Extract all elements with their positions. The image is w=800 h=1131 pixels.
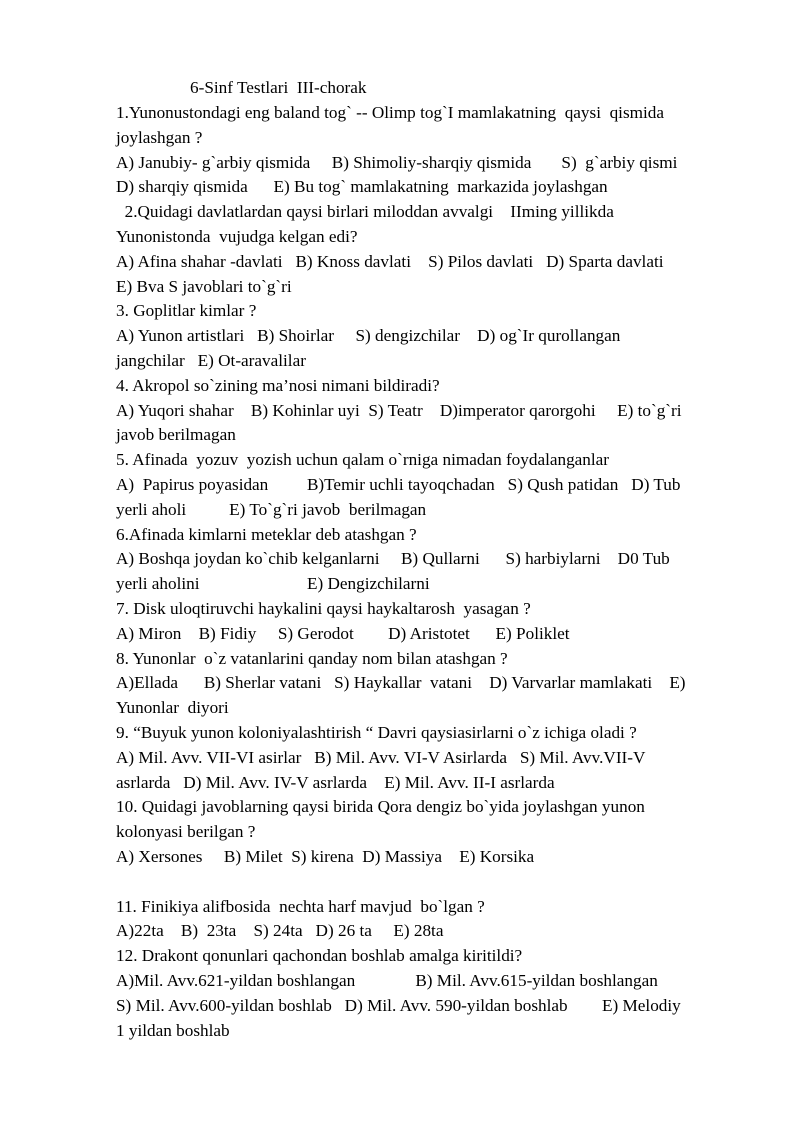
text-line: kolonyasi berilgan ? <box>116 822 256 842</box>
text-line: A) Papirus poyasidan B)Temir uchli tayoqchadan S) Qush patidan D) Tub <box>116 475 681 494</box>
text-line: A) Miron B) Fidiy S) Gerodot D) Aristotet E) Poliklet <box>116 623 570 643</box>
text-line: joylashgan ? <box>116 127 203 147</box>
text-line: A)Ellada B) Sherlar vatani S) Haykallar vatani D) Varvarlar mamlakati E) <box>116 673 686 693</box>
text-line: 11. Finikiya alifbosida nechta harf mavjud bo`lgan ? <box>116 896 485 916</box>
page-title: 6-Sinf Testlari III-chorak <box>190 78 367 97</box>
text-line: 6.Afinada kimlarni meteklar deb atashgan ? <box>116 524 417 544</box>
text-line: A)22ta B) 23ta S) 24ta D) 26 ta E) 28ta <box>116 921 444 941</box>
text-line: 5. Afinada yozuv yozish uchun qalam o`rniga nimadan foydalanganlar <box>116 450 610 470</box>
text-line: 7. Disk uloqtiruvchi haykalini qaysi haykaltarosh yasagan ? <box>116 599 531 618</box>
text-line: A) Janubiy- g`arbiy qismida B) Shimoliy-sharqiy qismida S) g`arbiy qismi <box>116 152 678 172</box>
text-line: 4. Akropol so`zining ma’nosi nimani bildiradi? <box>116 375 440 395</box>
text-line: 2.Quidagi davlatlardan qaysi birlari miloddan avvalgi IIming yillikda <box>116 202 614 222</box>
text-line: 1.Yunonustondagi eng baland tog` -- Olimp tog`I mamlakatning qaysi qismida <box>116 103 665 122</box>
text-line: 1 yildan boshlab <box>116 1020 230 1040</box>
text-line: E) Bva S javoblari to`g`ri <box>116 276 292 296</box>
text-line: 3. Goplitlar kimlar ? <box>116 301 257 321</box>
text-line: 8. Yunonlar o`z vatanlarini qanday nom bilan atashgan ? <box>116 648 508 668</box>
text-line: yerli aholini E) Dengizchilarni <box>116 574 430 594</box>
text-line: A) Yunon artistlari B) Shoirlar S) dengizchilar D) og`Ir qurollangan <box>116 326 621 346</box>
text-line: Yunonistonda vujudga kelgan edi? <box>116 227 358 246</box>
text-line: 9. “Buyuk yunon koloniyalashtirish “ Davri qaysiasirlarni o`z ichiga oladi ? <box>116 723 637 742</box>
text-line: A) Mil. Avv. VII-VI asirlar B) Mil. Avv. VI-V Asirlarda S) Mil. Avv.VII-V <box>116 747 646 767</box>
text-line: A) Afina shahar -davlati B) Knoss davlati S) Pilos davlati D) Sparta davlati <box>116 251 664 271</box>
text-line: A) Boshqa joydan ko`chib kelganlarni B) Qullarni S) harbiylarni D0 Tub <box>116 549 670 569</box>
text-line: yerli aholi E) To`g`ri javob berilmagan <box>116 499 427 519</box>
text-line: A) Yuqori shahar B) Kohinlar uyi S) Teatr D)imperator qarorgohi E) to`g`ri <box>116 400 682 420</box>
text-line: 10. Quidagi javoblarning qaysi birida Qora dengiz bo`yida joylashgan yunon <box>116 797 645 817</box>
text-line: A) Xersones B) Milet S) kirena D) Massiya E) Korsika <box>116 847 535 866</box>
text-line: jangchilar E) Ot-aravalilar <box>116 351 306 370</box>
text-line: S) Mil. Avv.600-yildan boshlab D) Mil. Avv. 590-yildan boshlab E) Melodiy <box>116 995 681 1015</box>
text-line: javob berilmagan <box>116 425 236 445</box>
text-line: 12. Drakont qonunlari qachondan boshlab amalga kiritildi? <box>116 946 523 966</box>
text-line: asrlarda D) Mil. Avv. IV-V asrlarda E) Mil. Avv. II-I asrlarda <box>116 772 555 792</box>
text-line: A)Mil. Avv.621-yildan boshlangan B) Mil. Avv.615-yildan boshlangan <box>116 971 658 990</box>
text-line: D) sharqiy qismida E) Bu tog` mamlakatning markazida joylashgan <box>116 177 608 197</box>
text-line: Yunonlar diyori <box>116 698 229 718</box>
